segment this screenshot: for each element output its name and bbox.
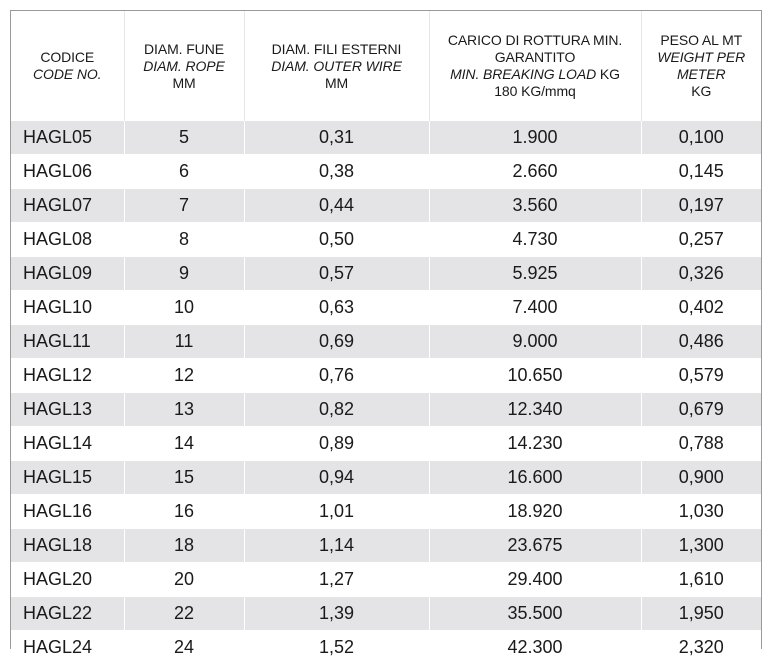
- breaking-load-cell: 4.730: [429, 223, 641, 257]
- rope-diameter-cell: 12: [124, 359, 244, 393]
- breaking-load-cell: 1.900: [429, 121, 641, 155]
- table-row: [11, 291, 761, 325]
- wire-diameter-cell: 0,57: [244, 257, 429, 291]
- table-row: [11, 223, 761, 257]
- weight-cell: 0,402: [641, 291, 761, 325]
- weight-cell: 1,300: [641, 529, 761, 563]
- rope-spec-table: [11, 11, 761, 665]
- weight-cell: 2,320: [641, 631, 761, 665]
- code-cell: HAGL15: [11, 461, 124, 495]
- weight-cell: 0,257: [641, 223, 761, 257]
- wire-diameter-cell: 0,50: [244, 223, 429, 257]
- code-cell: HAGL09: [11, 257, 124, 291]
- header-rope-diameter: DIAM. FUNE DIAM. ROPE MM: [124, 11, 244, 121]
- header-breaking-load: CARICO DI ROTTURA MIN. GARANTITO MIN. BREAKING LOAD KG 180 KG/mmq: [429, 11, 641, 121]
- table-row: [11, 631, 761, 665]
- table-row: [11, 393, 761, 427]
- wire-diameter-cell: 0,82: [244, 393, 429, 427]
- spec-table-frame: [10, 10, 762, 657]
- weight-cell: 0,326: [641, 257, 761, 291]
- wire-diameter-cell: 0,31: [244, 121, 429, 155]
- wire-diameter-cell: 0,89: [244, 427, 429, 461]
- code-cell: HAGL20: [11, 563, 124, 597]
- wire-diameter-cell: 0,76: [244, 359, 429, 393]
- header-weight-per-meter: PESO AL MT WEIGHT PER METER KG: [657, 32, 746, 99]
- weight-cell: 1,950: [641, 597, 761, 631]
- table-row: [11, 427, 761, 461]
- weight-cell: 0,788: [641, 427, 761, 461]
- wire-diameter-cell: 1,14: [244, 529, 429, 563]
- code-cell: HAGL08: [11, 223, 124, 257]
- rope-diameter-cell: 10: [124, 291, 244, 325]
- breaking-load-cell: 5.925: [429, 257, 641, 291]
- weight-cell: 0,486: [641, 325, 761, 359]
- rope-diameter-cell: 8: [124, 223, 244, 257]
- weight-cell: 0,579: [641, 359, 761, 393]
- code-cell: HAGL07: [11, 189, 124, 223]
- weight-cell: 1,030: [641, 495, 761, 529]
- rope-diameter-cell: 6: [124, 155, 244, 189]
- table-row: [11, 359, 761, 393]
- table-row: [11, 121, 761, 155]
- breaking-load-cell: 16.600: [429, 461, 641, 495]
- breaking-load-cell: 23.675: [429, 529, 641, 563]
- rope-diameter-cell: 11: [124, 325, 244, 359]
- table-header-row: [11, 11, 761, 121]
- weight-cell: 0,900: [641, 461, 761, 495]
- breaking-load-cell: 10.650: [429, 359, 641, 393]
- wire-diameter-cell: 1,39: [244, 597, 429, 631]
- weight-cell: 0,145: [641, 155, 761, 189]
- code-cell: HAGL22: [11, 597, 124, 631]
- rope-diameter-cell: 7: [124, 189, 244, 223]
- rope-diameter-cell: 14: [124, 427, 244, 461]
- code-cell: HAGL05: [11, 121, 124, 155]
- rope-diameter-cell: 22: [124, 597, 244, 631]
- wire-diameter-cell: 1,01: [244, 495, 429, 529]
- weight-cell: 0,100: [641, 121, 761, 155]
- breaking-load-cell: 18.920: [429, 495, 641, 529]
- table-row: [11, 257, 761, 291]
- wire-diameter-cell: 0,94: [244, 461, 429, 495]
- code-cell: HAGL18: [11, 529, 124, 563]
- weight-cell: 0,679: [641, 393, 761, 427]
- rope-diameter-cell: 24: [124, 631, 244, 665]
- rope-diameter-cell: 16: [124, 495, 244, 529]
- breaking-load-cell: 14.230: [429, 427, 641, 461]
- header-code: CODICE CODE NO.: [11, 11, 124, 121]
- weight-cell: 1,610: [641, 563, 761, 597]
- rope-diameter-cell: 18: [124, 529, 244, 563]
- code-cell: HAGL14: [11, 427, 124, 461]
- table-row: [11, 461, 761, 495]
- rope-diameter-cell: 5: [124, 121, 244, 155]
- table-row: [11, 155, 761, 189]
- breaking-load-cell: 9.000: [429, 325, 641, 359]
- table-row: [11, 597, 761, 631]
- table-row: [11, 189, 761, 223]
- table-row: [11, 529, 761, 563]
- wire-diameter-cell: 0,63: [244, 291, 429, 325]
- code-cell: HAGL11: [11, 325, 124, 359]
- rope-diameter-cell: 13: [124, 393, 244, 427]
- rope-diameter-cell: 9: [124, 257, 244, 291]
- table-row: [11, 325, 761, 359]
- code-cell: HAGL12: [11, 359, 124, 393]
- breaking-load-cell: 2.660: [429, 155, 641, 189]
- code-cell: HAGL16: [11, 495, 124, 529]
- table-row: [11, 495, 761, 529]
- header-wire-diameter: DIAM. FILI ESTERNI DIAM. OUTER WIRE MM: [244, 11, 429, 121]
- wire-diameter-cell: 1,27: [244, 563, 429, 597]
- weight-cell: 0,197: [641, 189, 761, 223]
- rope-diameter-cell: 20: [124, 563, 244, 597]
- breaking-load-cell: 3.560: [429, 189, 641, 223]
- wire-diameter-cell: 0,44: [244, 189, 429, 223]
- breaking-load-cell: 29.400: [429, 563, 641, 597]
- breaking-load-cell: 35.500: [429, 597, 641, 631]
- rope-diameter-cell: 15: [124, 461, 244, 495]
- breaking-load-cell: 12.340: [429, 393, 641, 427]
- code-cell: HAGL24: [11, 631, 124, 665]
- table-row: [11, 563, 761, 597]
- code-cell: HAGL13: [11, 393, 124, 427]
- wire-diameter-cell: 0,38: [244, 155, 429, 189]
- wire-diameter-cell: 0,69: [244, 325, 429, 359]
- breaking-load-cell: 42.300: [429, 631, 641, 665]
- wire-diameter-cell: 1,52: [244, 631, 429, 665]
- code-cell: HAGL10: [11, 291, 124, 325]
- code-cell: HAGL06: [11, 155, 124, 189]
- breaking-load-cell: 7.400: [429, 291, 641, 325]
